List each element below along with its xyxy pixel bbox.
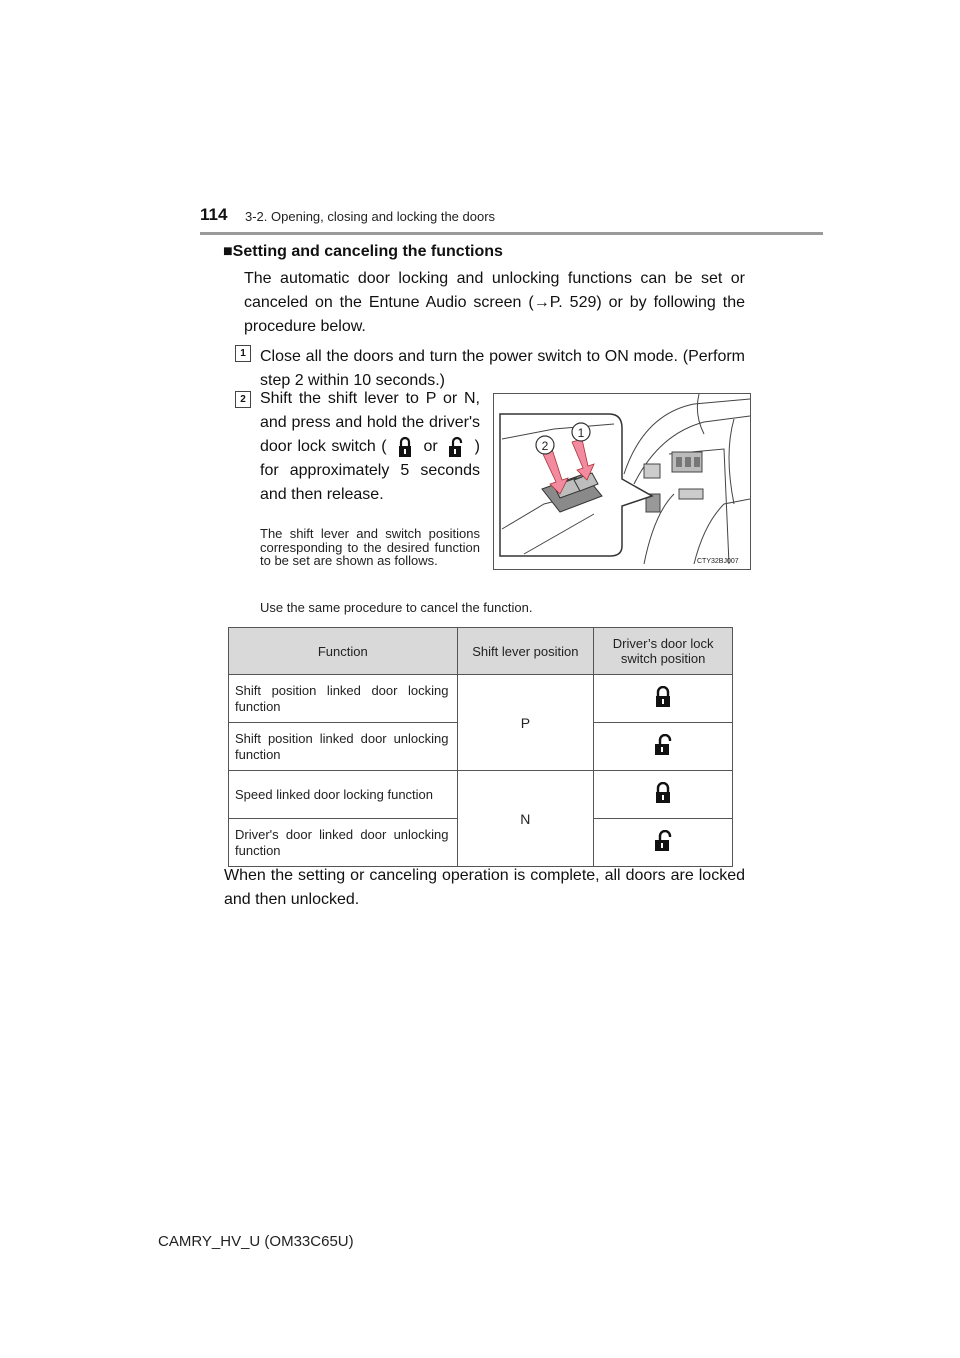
- note-cancel: Use the same procedure to cancel the function.: [260, 600, 533, 615]
- table-header-row: [229, 628, 733, 675]
- heading-text: Setting and canceling the functions: [232, 243, 503, 260]
- lock-closed-icon: [653, 686, 673, 708]
- header-function: Function: [229, 628, 458, 675]
- section-title: 3-2. Opening, closing and locking the doors: [245, 209, 496, 224]
- switch-cell: [594, 771, 733, 819]
- page-number: 114: [200, 205, 228, 224]
- shift-position-cell: N: [457, 771, 594, 867]
- subsection-heading: [223, 243, 503, 261]
- lock-open-icon: [653, 830, 673, 852]
- table-row: [229, 675, 733, 723]
- note-positions: The shift lever and switch positions corresponding to the desired function to be set are shown as follows.: [260, 526, 480, 568]
- lock-open-icon: [653, 734, 673, 756]
- header-shift-lever: Shift lever position: [457, 628, 594, 675]
- function-cell: Shift position linked door unlocking function: [229, 723, 458, 771]
- heading-bullet: ■: [223, 243, 233, 260]
- closing-paragraph: When the setting or canceling operation is complete, all doors are locked and then unlocked.: [224, 867, 745, 908]
- callout-2: 2: [541, 439, 549, 453]
- lock-open-icon: [443, 436, 469, 458]
- switch-cell: [594, 819, 733, 867]
- step-2-text: [260, 387, 480, 507]
- step-2-or: or: [423, 438, 438, 455]
- footer-model-code: CAMRY_HV_U (OM33C65U): [158, 1233, 354, 1250]
- lock-closed-icon: [392, 436, 418, 458]
- callout-1: 1: [577, 426, 585, 440]
- step-2-text-before: Shift the shift lever to P or N, and press and hold the driver's door lock switch (: [260, 390, 480, 455]
- function-table: [228, 627, 733, 867]
- switch-cell: [594, 723, 733, 771]
- intro-paragraph: The automatic door locking and unlocking functions can be set or canceled on the Entune Audio screen (→P. 529) or by following the procedure below.: [244, 270, 745, 335]
- switch-cell: [594, 675, 733, 723]
- shift-position-cell: P: [457, 675, 594, 771]
- step-number-2: 2: [235, 391, 251, 408]
- door-switch-illustration: [494, 394, 750, 569]
- header-divider: [200, 232, 823, 235]
- header-switch-position: Driver’s door lock switch position: [594, 628, 733, 675]
- table-row: [229, 771, 733, 819]
- step-2-text-after: ) for approximately 5 seconds and then release.: [260, 438, 480, 503]
- step-1-text: Close all the doors and turn the power switch to ON mode. (Perform step 2 within 10 seconds.): [260, 348, 745, 389]
- function-cell: Speed linked door locking function: [229, 771, 458, 819]
- function-cell: Shift position linked door locking function: [229, 675, 458, 723]
- function-cell: Driver's door linked door unlocking function: [229, 819, 458, 867]
- figure-code: CTY32BJ007: [697, 558, 739, 565]
- lock-closed-icon: [653, 782, 673, 804]
- door-switch-figure: [493, 393, 751, 570]
- step-number-1: 1: [235, 345, 251, 362]
